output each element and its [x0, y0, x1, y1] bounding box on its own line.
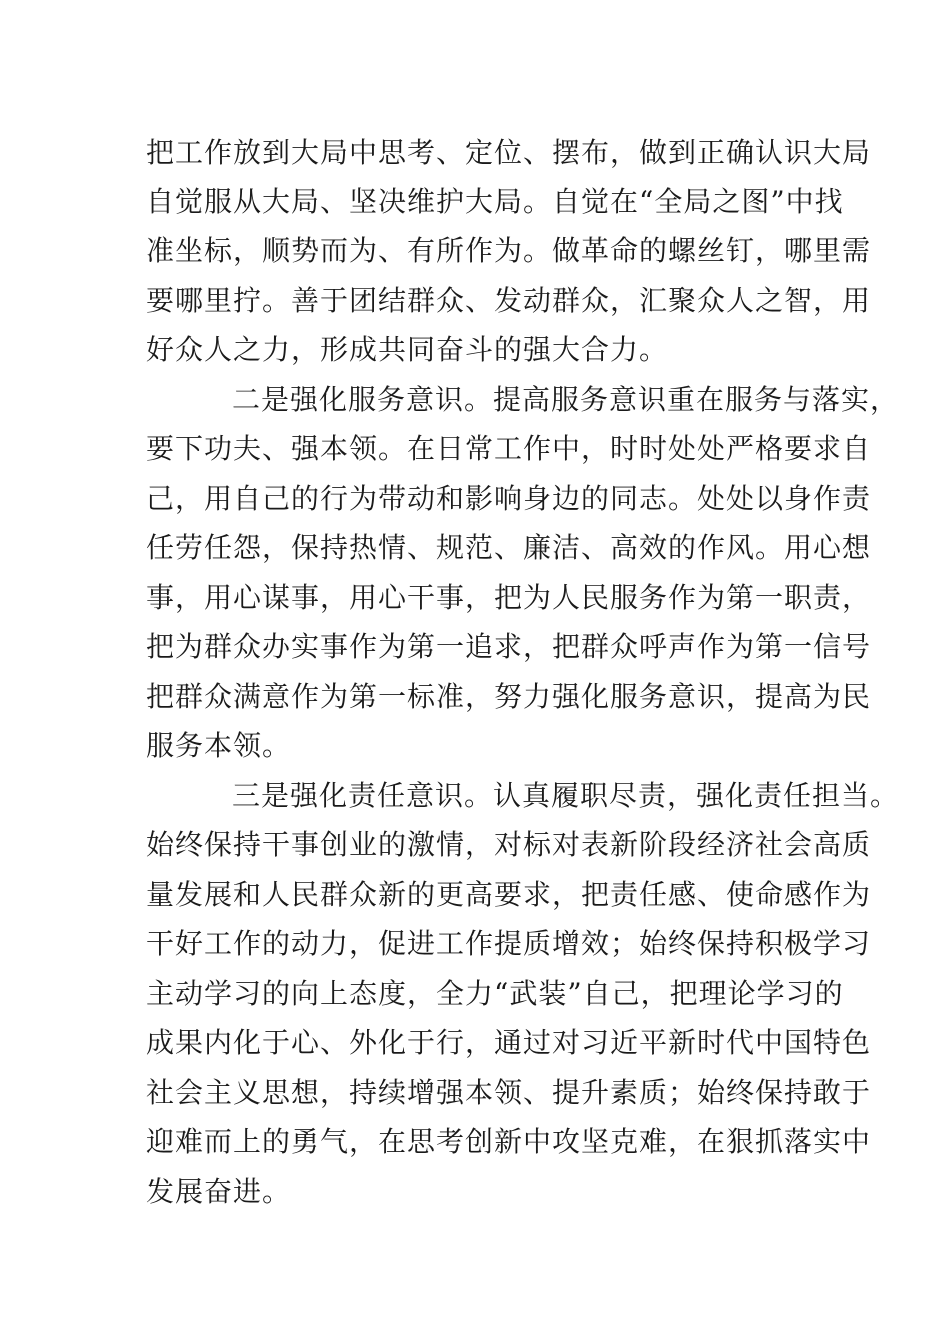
paragraph-start-line: 二是强化服务意识。提高服务意识重在服务与落实，: [232, 383, 900, 416]
text-line: 把工作放到大局中思考、定位、摆布，做到正确认识大局: [146, 136, 872, 169]
text-line: 任劳任怨，保持热情、规范、廉洁、高效的作风。用心想: [146, 531, 872, 564]
text-line: 自觉服从大局、坚决维护大局。自觉在“全局之图”中找: [146, 185, 844, 218]
text-line: 发展奋进。: [146, 1175, 292, 1208]
text-line: 要哪里拧。善于团结群众、发动群众，汇聚众人之智，用: [146, 284, 872, 317]
text-line: 迎难而上的勇气，在思考创新中攻坚克难，在狠抓落实中: [146, 1125, 872, 1158]
text-line: 把为群众办实事作为第一追求，把群众呼声作为第一信号: [146, 630, 872, 663]
text-line: 成果内化于心、外化于行，通过对习近平新时代中国特色: [146, 1026, 872, 1059]
text-line: 始终保持干事创业的激情，对标对表新阶段经济社会高质: [146, 828, 872, 861]
text-line: 事，用心谋事，用心干事，把为人民服务作为第一职责，: [146, 581, 872, 614]
text-line: 好众人之力，形成共同奋斗的强大合力。: [146, 333, 669, 366]
text-line: 主动学习的向上态度，全力“武装”自己，把理论学习的: [146, 977, 844, 1010]
text-line: 社会主义思想，持续增强本领、提升素质；始终保持敢于: [146, 1076, 872, 1109]
text-line: 己，用自己的行为带动和影响身边的同志。处处以身作责: [146, 482, 872, 515]
text-line: 把群众满意作为第一标准，努力强化服务意识，提高为民: [146, 680, 872, 713]
text-line: 准坐标，顺势而为、有所作为。做革命的螺丝钉，哪里需: [146, 234, 872, 267]
text-line: 量发展和人民群众新的更高要求，把责任感、使命感作为: [146, 878, 872, 911]
text-line: 干好工作的动力，促进工作提质增效；始终保持积极学习: [146, 927, 872, 960]
paragraph-start-line: 三是强化责任意识。认真履职尽责，强化责任担当。: [232, 779, 900, 812]
text-line: 服务本领。: [146, 729, 292, 762]
text-line: 要下功夫、强本领。在日常工作中，时时处处严格要求自: [146, 432, 872, 465]
